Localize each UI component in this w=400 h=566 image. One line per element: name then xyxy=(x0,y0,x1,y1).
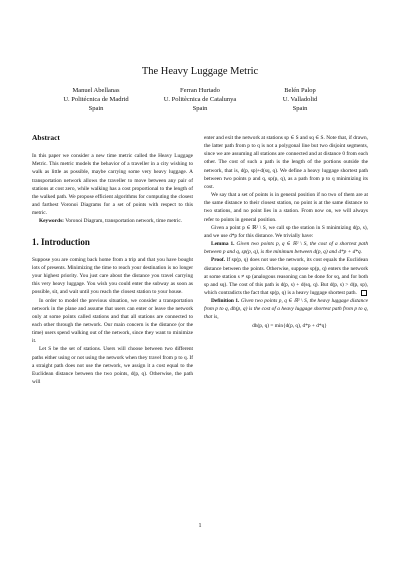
paper-title: The Heavy Luggage Metric xyxy=(141,66,259,77)
proof xyxy=(204,256,368,297)
equation: dh(p, q) = min{d(p, q), d*p + d*q} xyxy=(252,322,327,329)
body-paragraph: We say that a set of points is in general position if no two of them are at the same distance to their closest station, no point is at the same distance to two stations, and no point lies in a station. From now on, we will always refer to points in general position. xyxy=(204,192,368,223)
author-country: Spain xyxy=(192,105,208,112)
keywords-label: Keywords: xyxy=(39,218,64,225)
author-block xyxy=(240,86,360,113)
author-block xyxy=(36,86,156,113)
left-column xyxy=(32,134,193,386)
keywords xyxy=(32,217,193,225)
author-affiliation: U. Politècnica de Catalunya xyxy=(163,96,237,103)
section-heading-introduction: 1. Introduction xyxy=(32,236,90,247)
author-affiliation: U. Valladolid xyxy=(282,96,318,103)
lemma-label: Lemma 1. xyxy=(211,241,235,248)
proof-label: Proof. xyxy=(211,257,225,264)
author-country: Spain xyxy=(88,105,104,112)
author-name: Manuel Abellanas xyxy=(72,87,120,94)
definition-text: Given two points p, q ∈ ℝ² \ S, the heavy luggage distance from p to q, dh(p, q) is the cost of a heavy luggage shortest path from p to q, that is, xyxy=(204,298,368,321)
body-paragraph: enter and exit the network at stations sp ∈ S and sq ∈ S. Note that, if drawn, the latter path from p to q is not a polygonal line but two disjoint segments, since we are assuming all stations are connected and at distance 0 from each other. The cost of such a path is the length of the portions outside the network, that is, d(p, sp)+d(sq, q). We define a heavy luggage shortest path between two points p and q, sp(p, q), as a path from p to q minimizing its cost. xyxy=(204,135,368,190)
body-paragraph: Suppose you are coming back home from a trip and that you have bought lots of presents. Minimizing the time to reach your destination is no longer your highest priority. You just care about the distance you travel carrying this very heavy luggage. You wish you could enter the subway as soon as possible, sit, and wait until you reach the closest station to your house. xyxy=(32,256,193,296)
author-country: Spain xyxy=(292,105,308,112)
right-column xyxy=(204,134,368,330)
author-affiliation: U. Politécnica de Madrid xyxy=(63,96,129,103)
body-paragraph: In order to model the previous situation, we consider a transportation network in the plane and assume that users can enter or leave the network only at some points called stations and that all stations are connected to each other through the network. Our main concern is the distance (or the time) users spend walking out of the network, since they want to minimize it. xyxy=(32,297,193,345)
abstract-text: In this paper we consider a new time metric called the Heavy Luggage Metric. This metric models the behavior of a traveller in a city wishing to walk as little as possible, maybe carrying some very heavy luggage. A transportation network allows the traveller to move between any pair of stations at cost zero, while walking has a cost proportional to the length of the walked path. We propose efficient algorithms for computing the closest and farthest Voronoi Diagrams for a set of points with respect to this metric. xyxy=(32,153,193,217)
qed-square-icon xyxy=(361,290,367,296)
proof-text: If sp(p, q) does not use the network, its cost equals the Euclidean distance between the points. Otherwise, suppose sp(p, q) enters the network at some station s ≠ sp (analogous reasoning can be done for sq, and for both sp and sq). The cost of this path is d(p, s) + d(sq, q). But d(p, s) > d(p, sp), which contradicts the fact that sp(p, q) is a heavy luggage shortest path. xyxy=(204,257,369,296)
lemma xyxy=(204,240,368,256)
abstract-heading: Abstract xyxy=(32,133,60,142)
body-paragraph: Let S be the set of stations. Users will choose between two different paths either using or not using the network when they travel from p to q. If a straight path does not use the network, we assign it a cost equal to the Euclidean distance between the two points, d(p, q). Otherwise, the path will xyxy=(32,346,193,386)
author-name: Ferran Hurtado xyxy=(180,87,220,94)
definition-label: Definition 1. xyxy=(211,298,240,305)
page-number: 1 xyxy=(198,523,202,529)
lemma-text: Given two points p, q ∈ ℝ² \ S, the cost of a shortest path between p and q, sp(p, q), is the minimum between d(p, q) and d*p + d*q. xyxy=(204,241,368,256)
author-name: Belén Palop xyxy=(284,87,316,94)
definition xyxy=(204,297,368,321)
body-paragraph: Given a point p ∈ ℝ² \ S, we call sp the station in S minimizing d(p, s), and we use d*p for this distance. We trivially have: xyxy=(204,224,368,239)
keywords-text: Voronoi Diagram, transportation network, time metric. xyxy=(65,218,183,225)
